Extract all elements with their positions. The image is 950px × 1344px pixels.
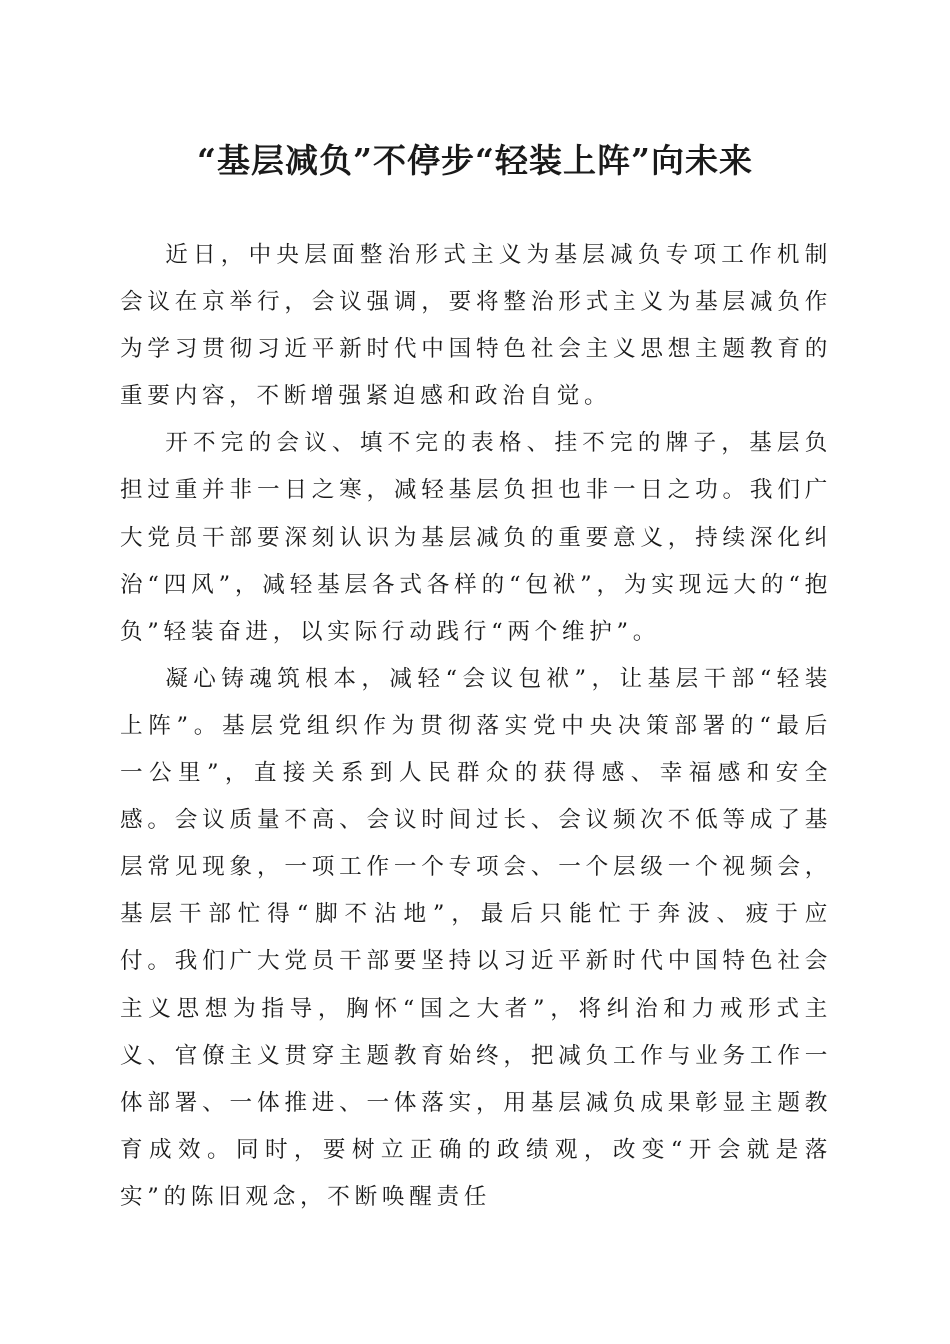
paragraph: 开不完的会议、填不完的表格、挂不完的牌子，基层负担过重并非一日之寒，减轻基层负担也非一日之功。我们广大党员干部要深刻认识为基层减负的重要意义，持续深化纠治“四风”，减轻基层各式各样的“包袱”，为实现远大的“抱负”轻装奋进，以实际行动践行“两个维护”。 (120, 430, 832, 645)
paragraph: 近日，中央层面整治形式主义为基层减负专项工作机制会议在京举行，会议强调，要将整治形式主义为基层减负作为学习贯彻习近平新时代中国特色社会主义思想主题教育的重要内容，不断增强紧迫感和政治自觉。 (120, 242, 832, 410)
document-title: “基层减负”不停步“轻装上阵”向未来 (197, 141, 753, 180)
document-body (120, 232, 832, 1221)
paragraph: 凝心铸魂筑根本，减轻“会议包袱”，让基层干部“轻装上阵”。基层党组织作为贯彻落实党中央决策部署的“最后一公里”，直接关系到人民群众的获得感、幸福感和安全感。会议质量不高、会议时间过长、会议频次不低等成了基层常见现象，一项工作一个专项会、一个层级一个视频会，基层干部忙得“脚不沾地”，最后只能忙于奔波、疲于应付。我们广大党员干部要坚持以习近平新时代中国特色社会主义思想为指导，胸怀“国之大者”，将纠治和力戒形式主义、官僚主义贯穿主题教育始终，把减负工作与业务工作一体部署、一体推进、一体落实，用基层减负成果彰显主题教育成效。同时，要树立正确的政绩观，改变“开会就是落实”的陈旧观念，不断唤醒责任 (120, 665, 832, 1210)
